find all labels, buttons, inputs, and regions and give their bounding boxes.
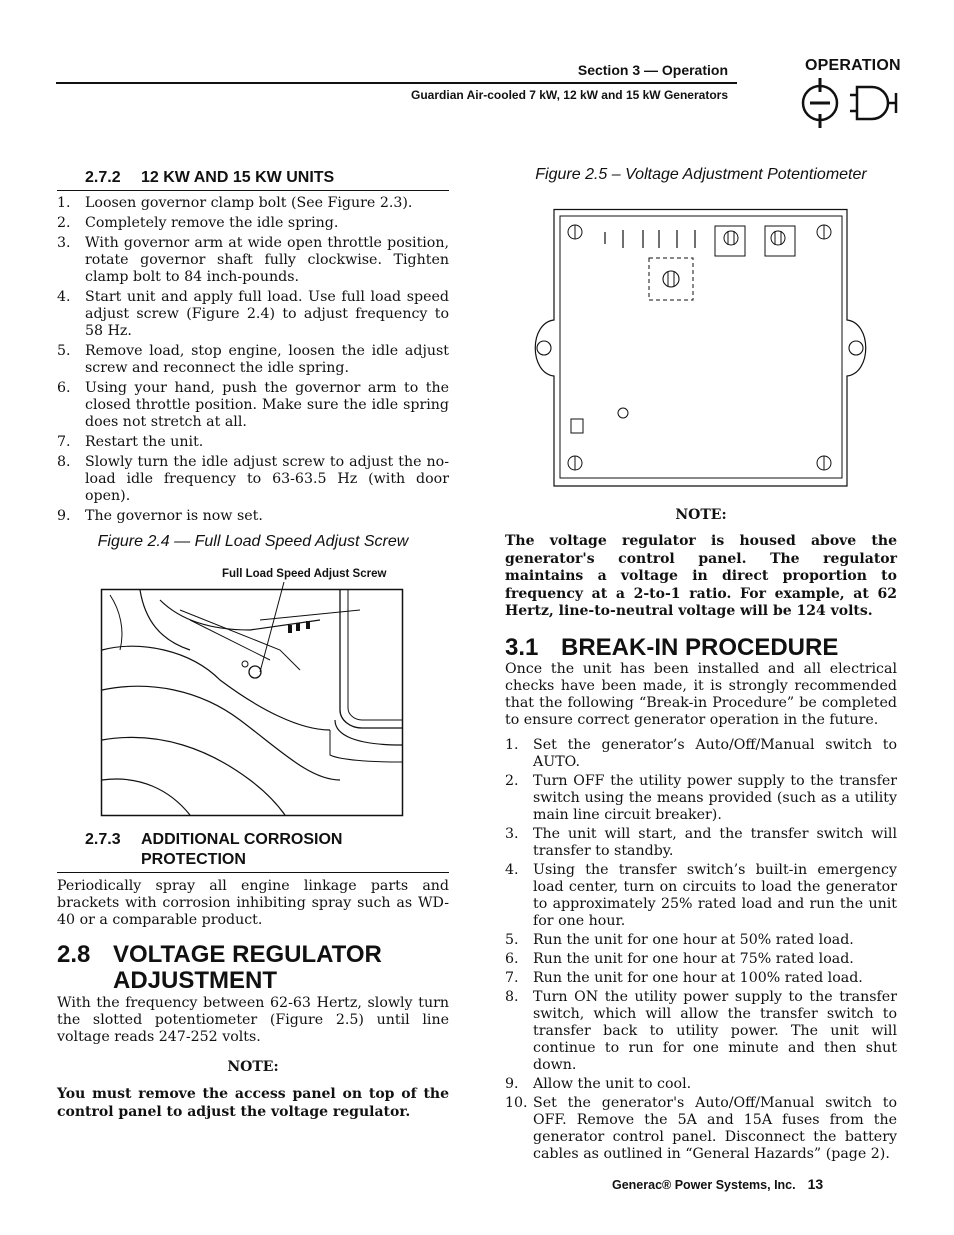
list-item: 9. The governor is now set. bbox=[57, 508, 263, 524]
list-item: 3. The unit will start, and the transfer switch will transfer to standby. bbox=[505, 826, 897, 859]
figure-2-4-callout: Full Load Speed Adjust Screw bbox=[222, 568, 387, 580]
list-item: 1. Loosen governor clamp bolt (See Figure 2.3). bbox=[57, 195, 413, 211]
note-label: NOTE: bbox=[227, 1059, 279, 1075]
figure-2-5-caption: Figure 2.5 – Voltage Adjustment Potentiometer bbox=[535, 166, 867, 183]
list-item: 3. With governor arm at wide open throttle position, rotate governor shaft fully clockwise. Tighten clamp bolt to 84 inch-pounds. bbox=[57, 235, 449, 285]
list-item: 2. Turn OFF the utility power supply to the transfer switch using the means provided (such as a utility main line circuit breaker). bbox=[505, 773, 897, 823]
list-item: 7. Run the unit for one hour at 100% rated load. bbox=[505, 970, 863, 986]
document-subtitle: Guardian Air-cooled 7 kW, 12 kW and 15 kW Generators bbox=[411, 88, 728, 102]
list-item: 6. Using your hand, push the governor arm to the closed throttle position. Make sure the idle spring does not stretch at all. bbox=[57, 380, 449, 430]
list-item: 7. Restart the unit. bbox=[57, 434, 204, 450]
list-item: 8. Slowly turn the idle adjust screw to adjust the no-load idle frequency to 63-63.5 Hz (with door open). bbox=[57, 454, 449, 504]
figure-2-4-caption: Figure 2.4 — Full Load Speed Adjust Screw bbox=[97, 533, 409, 550]
list-item: 8. Turn ON the utility power supply to the transfer switch, which will allow the transfer switch to transfer back to utility power. The unit will continue to run for one minute and then shut down. bbox=[505, 989, 897, 1073]
section-2-7-2-heading: 2.7.2 12 KW AND 15 KW UNITS bbox=[57, 168, 449, 191]
section-2-7-3-heading: 2.7.3 ADDITIONAL CORROSION PROTECTION bbox=[57, 830, 449, 873]
section-2-7-3 bbox=[57, 830, 449, 929]
section-3-1 bbox=[505, 635, 897, 1165]
break-in-intro: Once the unit has been installed and all electrical checks have been made, it is strongly recommended that the following “Break-in Procedure” be completed to ensure correct generator operation in the future. bbox=[505, 661, 897, 728]
list-item: 1. Set the generator’s Auto/Off/Manual switch to AUTO. bbox=[505, 737, 897, 770]
section-header: Section 3 — Operation bbox=[577, 62, 728, 78]
list-item: 4. Start unit and apply full load. Use full load speed adjust screw (Figure 2.4) to adjust frequency to 58 Hz. bbox=[57, 289, 449, 339]
break-in-steps-list bbox=[505, 737, 897, 1163]
list-item: 9. Allow the unit to cool. bbox=[505, 1076, 692, 1092]
list-item: 5. Remove load, stop engine, loosen the idle adjust screw and reconnect the idle spring. bbox=[57, 343, 449, 376]
corrosion-paragraph: Periodically spray all engine linkage parts and brackets with corrosion inhibiting spray such as WD-40 or a comparable product. bbox=[57, 878, 449, 928]
list-item: 4. Using the transfer switch’s built-in emergency load center, turn on circuits to load the generator to approximately 25% rated load and run the unit for one hour. bbox=[505, 862, 897, 929]
note-label: NOTE: bbox=[675, 507, 727, 523]
list-item: 2. Completely remove the idle spring. bbox=[57, 215, 339, 231]
access-panel-note: You must remove the access panel on top of the control panel to adjust the voltage regulator. bbox=[57, 1086, 449, 1120]
engine-governor-illustration bbox=[100, 580, 405, 818]
section-2-8 bbox=[57, 942, 449, 1121]
list-item: 6. Run the unit for one hour at 75% rated load. bbox=[505, 951, 854, 967]
page-number: 13 bbox=[807, 1176, 824, 1192]
list-item: 5. Run the unit for one hour at 50% rated load. bbox=[505, 932, 854, 948]
page-footer bbox=[612, 1176, 823, 1192]
operation-badge-label: OPERATION bbox=[805, 57, 901, 74]
voltage-adjust-paragraph: With the frequency between 62-63 Hertz, slowly turn the slotted potentiometer (Figure 2.5) until line voltage reads 247-252 volts. bbox=[57, 995, 449, 1045]
operation-plug-icon bbox=[800, 78, 900, 130]
list-item: 10. Set the generator's Auto/Off/Manual switch to OFF. Remove the 5A and 15A fuses from the generator control panel. Disconnect the battery cables as outlined in “General Hazards” (page 2). bbox=[505, 1095, 897, 1162]
regulator-note-text: The voltage regulator is housed above the generator's control panel. The regulator maintains a voltage in direct proportion to frequency at a 2-to-1 ratio. For example, at 62 Hertz, line-to-neutral voltage will be 124 volts. bbox=[505, 533, 897, 619]
section-2-7-2 bbox=[57, 168, 449, 528]
section-3-1-heading: 3.1 BREAK-IN PROCEDURE bbox=[505, 634, 839, 661]
governor-steps-list bbox=[57, 195, 449, 525]
header-rule bbox=[56, 82, 737, 84]
section-2-8-heading: 2.8 VOLTAGE REGULATOR ADJUSTMENT bbox=[57, 941, 382, 994]
voltage-regulator-board-illustration bbox=[527, 208, 877, 490]
regulator-note-block bbox=[505, 507, 897, 621]
footer-company: Generac® Power Systems, Inc. bbox=[612, 1178, 796, 1192]
